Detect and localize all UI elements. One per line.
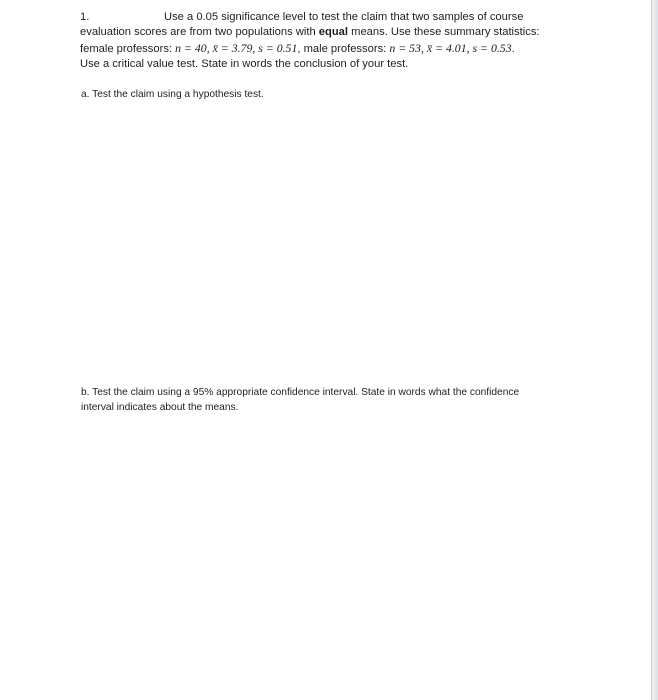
problem-line-2-end: means. Use these summary statistics:	[348, 26, 540, 39]
male-xbar-symbol: x̄	[426, 40, 433, 55]
female-n: n = 40,	[175, 40, 213, 55]
problem-line-4: Use a critical value test. State in words the conclusion of your test.	[80, 58, 409, 71]
page-edge-divider	[651, 0, 658, 700]
problem-line-2	[80, 25, 600, 40]
statistics-period: .	[511, 42, 515, 55]
female-s: s = 0.51	[258, 40, 298, 55]
male-label: , male professors:	[297, 42, 390, 55]
female-xbar-symbol: x̄	[212, 40, 218, 55]
part-b-line-2: interval indicates about the means.	[81, 401, 239, 413]
part-a-prompt	[81, 88, 581, 103]
female-xbar: = 3.79,	[217, 40, 259, 55]
problem-line-1	[80, 10, 600, 25]
part-a-text: a. Test the claim using a hypothesis test.	[81, 89, 264, 100]
female-label: female professors:	[80, 42, 176, 55]
problem-number: 1.	[80, 11, 90, 23]
problem-line-2-start: evaluation scores are from two populations with	[80, 26, 319, 39]
summary-statistics-line	[80, 41, 600, 57]
problem-statement	[80, 10, 600, 73]
part-b-prompt	[81, 386, 581, 415]
male-n: n = 53,	[389, 40, 427, 55]
problem-intro-text: Use a 0.05 significance level to test the claim that two samples of course	[164, 11, 524, 23]
equal-emphasis: equal	[318, 26, 349, 39]
male-xbar: = 4.01,	[432, 40, 473, 55]
part-b-line-1: b. Test the claim using a 95% appropriate confidence interval. State in words what the confidence	[81, 387, 520, 398]
male-s: s = 0.53	[472, 40, 512, 55]
